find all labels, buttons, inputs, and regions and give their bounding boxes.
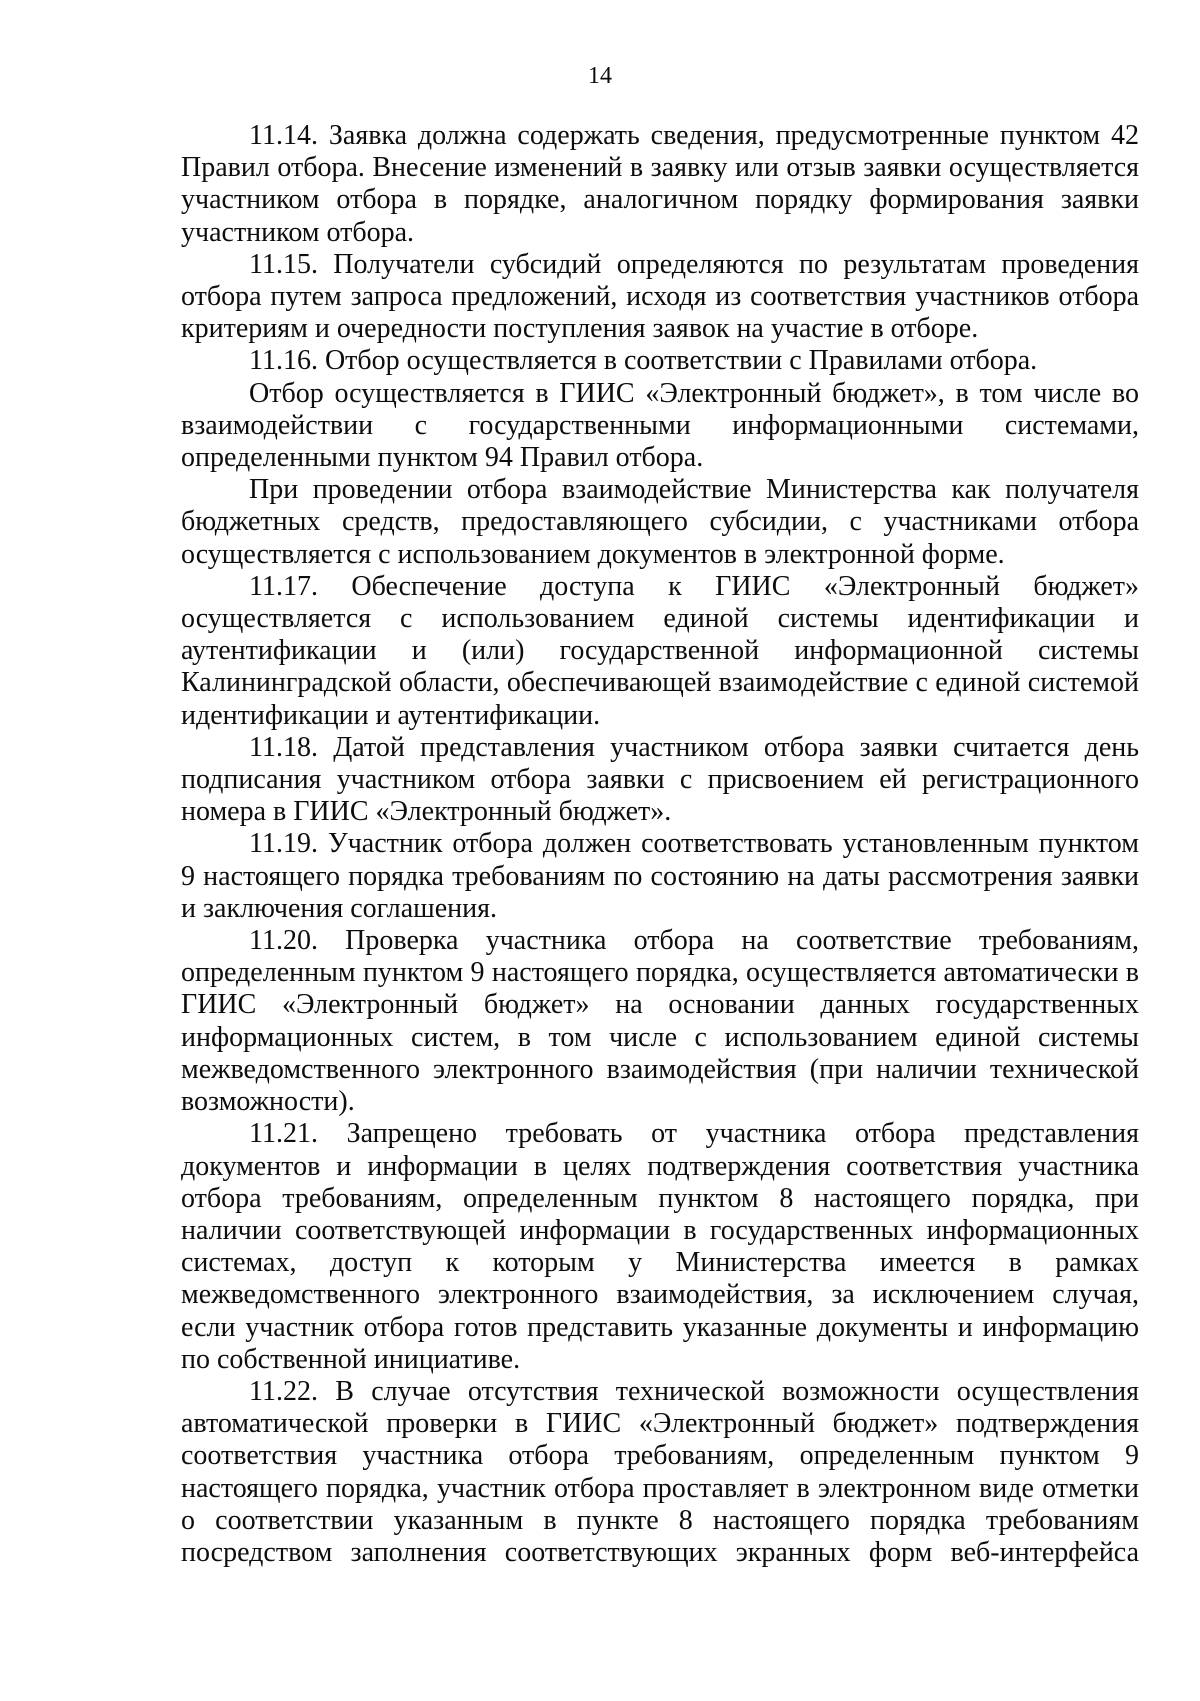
paragraph-11-17: 11.17. Обеспечение доступа к ГИИС «Электронный бюджет» осуществляется с использованием единой системы идентификации и аутентификации и (или) государственной информационной системы Калининградской области, обеспечивающей взаимодействие с единой системой идентификации и аутентификации. bbox=[181, 570, 1139, 731]
paragraph-11-15: 11.15. Получатели субсидий определяются по результатам проведения отбора путем запроса предложений, исходя из соответствия участников отбора критериям и очередности поступления заявок на участие в отборе. bbox=[181, 248, 1139, 345]
paragraph-11-19: 11.19. Участник отбора должен соответствовать установленным пунктом 9 настоящего порядка требованиям по состоянию на даты рассмотрения заявки и заключения соглашения. bbox=[181, 828, 1139, 924]
paragraph-electronic-interaction: При проведении отбора взаимодействие Министерства как получателя бюджетных средств, предоставляющего субсидии, с участниками отбора осуществляется с использованием документов в электронной форме. bbox=[181, 474, 1139, 570]
paragraph-11-22: 11.22. В случае отсутствия технической возможности осуществления автоматической проверки в ГИИС «Электронный бюджет» подтверждения соответствия участника отбора требованиям, определенным пунктом 9 настоящего порядка, участник отбора проставляет в электронном виде отметки о соответствии указанным в пункте 8 настоящего порядка требованиям посредством заполнения соответствующих экранных форм веб-интерфейса bbox=[181, 1375, 1139, 1568]
paragraph-selection-giis: Отбор осуществляется в ГИИС «Электронный бюджет», в том числе во взаимодействии с государственными информационными системами, определенными пунктом 94 Правил отбора. bbox=[181, 377, 1139, 474]
paragraph-11-16: 11.16. Отбор осуществляется в соответствии с Правилами отбора. bbox=[249, 345, 1038, 377]
page-number: 14 bbox=[588, 63, 612, 89]
paragraph-11-20: 11.20. Проверка участника отбора на соответствие требованиям, определенным пунктом 9 настоящего порядка, осуществляется автоматически в ГИИС «Электронный бюджет» на основании данных государственных информационных систем, в том числе с использованием единой системы межведомственного электронного взаимодействия (при наличии технической возможности). bbox=[181, 925, 1139, 1118]
document-body bbox=[181, 120, 1139, 1569]
paragraph-11-18: 11.18. Датой представления участником отбора заявки считается день подписания участником отбора заявки с присвоением ей регистрационного номера в ГИИС «Электронный бюджет». bbox=[181, 731, 1139, 828]
paragraph-11-21: 11.21. Запрещено требовать от участника отбора представления документов и информации в целях подтверждения соответствия участника отбора требованиям, определенным пунктом 8 настоящего порядка, при наличии соответствующей информации в государственных информационных системах, доступ к которым у Министерства имеется в рамках межведомственного электронного взаимодействия, за исключением случая, если участник отбора готов представить указанные документы и информацию по собственной инициативе. bbox=[181, 1118, 1139, 1375]
paragraph-11-14: 11.14. Заявка должна содержать сведения, предусмотренные пунктом 42 Правил отбора. Внесение изменений в заявку или отзыв заявки осуществляется участником отбора в порядке, аналогичном порядку формирования заявки участником отбора. bbox=[181, 120, 1139, 248]
